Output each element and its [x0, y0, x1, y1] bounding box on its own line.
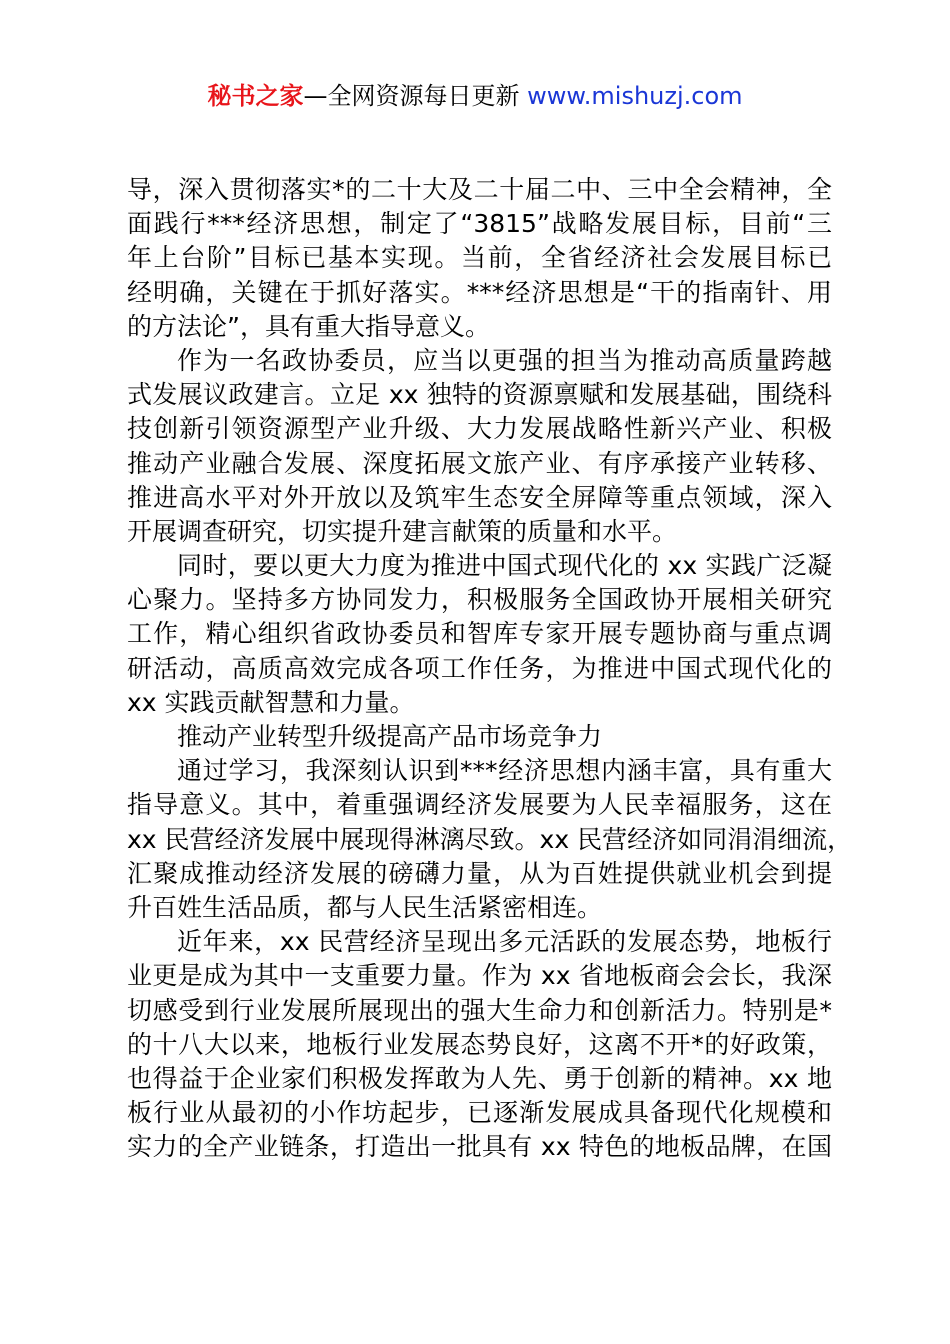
text-line: 式发展议政建言。立足 xx 独特的资源禀赋和发展基础，围绕科: [127, 380, 832, 410]
text-line: 导，深入贯彻落实*的二十大及二十届二中、三中全会精神，全: [127, 175, 832, 204]
text-line: 经明确，关键在于抓好落实。***经济思想是“干的指南针、用: [127, 277, 832, 307]
site-tagline: —全网资源每日更新: [303, 82, 528, 110]
paragraph-first-line: 作为一名政协委员，应当以更强的担当为推动高质量跨越: [177, 345, 832, 375]
text-line: xx 民营经济发展中展现得淋漓尽致。xx 民营经济如同涓涓细流，: [127, 824, 853, 854]
text-line: 年上台阶”目标已基本实现。当前，全省经济社会发展目标已: [127, 243, 832, 273]
text-line: 的十八大以来，地板行业发展态势良好，这离不开*的好政策，: [127, 1029, 832, 1059]
text-line: 面践行***经济思想，制定了“3815”战略发展目标，目前“三: [127, 209, 832, 239]
text-line: 板行业从最初的小作坊起步，已逐渐发展成具备现代化规模和: [127, 1098, 832, 1128]
text-line: 推动产业融合发展、深度拓展文旅产业、有序承接产业转移、: [127, 448, 832, 478]
text-line: 升百姓生活品质，都与人民生活紧密相连。: [127, 892, 603, 922]
site-brand: 秘书之家: [207, 82, 304, 110]
paragraph-first-line: 通过学习，我深刻认识到***经济思想内涵丰富，具有重大: [177, 756, 832, 786]
text-line: 切感受到行业发展所展现出的强大生命力和创新活力。特别是*: [127, 995, 832, 1025]
section-heading: 推动产业转型升级提高产品市场竞争力: [177, 722, 603, 751]
text-line: xx 实践贡献智慧和力量。: [127, 687, 415, 717]
document-body: [127, 173, 853, 1164]
text-line: 开展调查研究，切实提升建言献策的质量和水平。: [127, 516, 678, 546]
text-line: 技创新引领资源型产业升级、大力发展战略性新兴产业、积极: [127, 414, 832, 444]
text-line: 指导意义。其中，着重强调经济发展要为人民幸福服务，这在: [127, 790, 832, 820]
paragraph-first-line: 近年来，xx 民营经济呈现出多元活跃的发展态势，地板行: [177, 927, 832, 957]
text-line: 业更是成为其中一支重要力量。作为 xx 省地板商会会长，我深: [127, 961, 832, 991]
text-line: 实力的全产业链条，打造出一批具有 xx 特色的地板品牌，在国: [127, 1132, 832, 1162]
text-line: 推进高水平对外开放以及筑牢生态安全屏障等重点领域，深入: [127, 482, 832, 512]
text-line: 研活动，高质高效完成各项工作任务，为推进中国式现代化的: [127, 653, 832, 683]
text-line: 的方法论”，具有重大指导意义。: [127, 311, 490, 341]
paragraph-first-line: 同时，要以更大力度为推进中国式现代化的 xx 实践广泛凝: [177, 551, 832, 581]
text-line: 也得益于企业家们积极发挥敢为人先、勇于创新的精神。xx 地: [127, 1063, 832, 1093]
site-url-link[interactable]: www.mishuzj.com: [527, 82, 743, 110]
site-header: [0, 80, 950, 112]
text-line: 汇聚成推动经济发展的磅礴力量，从为百姓提供就业机会到提: [127, 858, 832, 888]
text-line: 工作，精心组织省政协委员和智库专家开展专题协商与重点调: [127, 619, 832, 649]
text-line: 心聚力。坚持多方协同发力，积极服务全国政协开展相关研究: [127, 585, 832, 615]
